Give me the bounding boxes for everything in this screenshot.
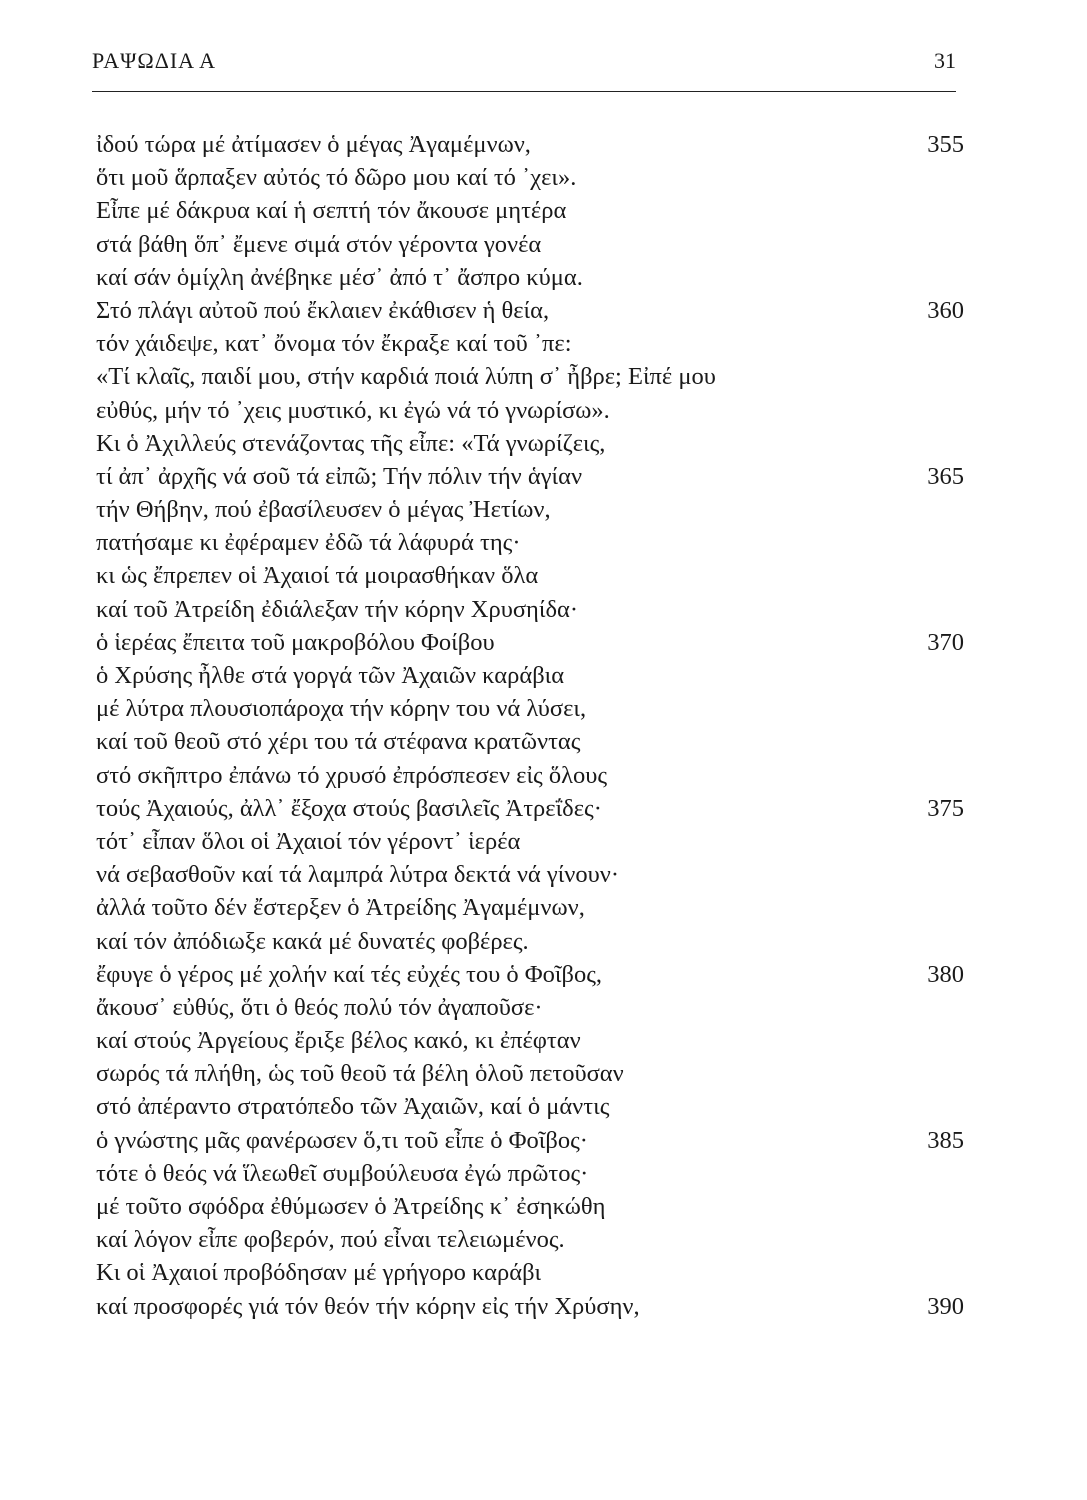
- verse-text: καί τόν ἀπόδιωξε κακά μέ δυνατές φοβέρες.: [96, 927, 529, 955]
- verse-line: [96, 1057, 964, 1090]
- verse-line: [96, 327, 964, 360]
- verse-line: [96, 593, 964, 626]
- verse-number: 360: [927, 296, 964, 324]
- verse-line: [96, 858, 964, 891]
- verse-line: [96, 128, 964, 161]
- verse-text: ἔφυγε ὁ γέρος μέ χολήν καί τές εὐχές του ὁ Φοῖβος,: [96, 960, 603, 988]
- verse-line: [96, 294, 964, 327]
- verse-text: Στό πλάγι αὐτοῦ πού ἔκλαιεν ἐκάθισεν ἡ θεία,: [96, 296, 550, 324]
- verse-number: 380: [927, 960, 964, 988]
- verse-number: 390: [927, 1292, 964, 1320]
- verse-text: μέ λύτρα πλουσιοπάροχα τήν κόρην του νά λύσει,: [96, 695, 587, 723]
- verse-text: κι ὡς ἔπρεπεν οἱ Ἀχαιοί τά μοιρασθήκαν ὅλα: [96, 562, 539, 590]
- verse-text: Εἶπε μέ δάκρυα καί ἡ σεπτή τόν ἄκουσε μητέρα: [96, 197, 567, 225]
- verse-text: ὁ Χρύσης ἦλθε στά γοργά τῶν Ἀχαιῶν καράβια: [96, 662, 565, 689]
- verse-text: πατήσαμε κι ἐφέραμεν ἐδῶ τά λάφυρά της·: [96, 529, 521, 557]
- verse-text: νά σεβασθοῦν καί τά λαμπρά λύτρα δεκτά νά γίνουν·: [96, 861, 619, 889]
- header-rule: [92, 91, 956, 92]
- verse-line: [96, 725, 964, 758]
- chapter-title: ΡΑΨΩΔΙΑ Α: [92, 48, 217, 73]
- verse-text: καί σάν ὁμίχλη ἀνέβηκε μέσ᾽ ἀπό τ᾽ ἄσπρο κύμα.: [96, 263, 583, 291]
- verse-text: καί προσφορές γιά τόν θεόν τήν κόρην εἰς τήν Χρύσην,: [96, 1292, 640, 1320]
- verse-line: [96, 261, 964, 294]
- verse-line: [96, 925, 964, 958]
- verse-line: [96, 1157, 964, 1190]
- verse-text: «Τί κλαῖς, παιδί μου, στήν καρδιά ποιά λύπη σ᾽ ἦβρε; Εἰπέ μου: [96, 363, 716, 391]
- verse-line: [96, 958, 964, 991]
- verse-line: [96, 1024, 964, 1057]
- verse-line: [96, 659, 964, 692]
- verse-line: [96, 1256, 964, 1289]
- verse-text: ἄκουσ᾽ εὐθύς, ὅτι ὁ θεός πολύ τόν ἀγαποῦσε·: [96, 993, 543, 1021]
- verse-text: σωρός τά πλήθη, ὡς τοῦ θεοῦ τά βέλη ὁλοῦ πετοῦσαν: [96, 1060, 624, 1088]
- verse-number: 375: [927, 794, 964, 822]
- verse-number: 370: [927, 628, 964, 656]
- verse-text: καί λόγον εἶπε φοβερόν, πού εἶναι τελειωμένος.: [96, 1226, 565, 1254]
- verse-line: [96, 194, 964, 227]
- verse-text: τόν χάιδεψε, κατ᾽ ὄνομα τόν ἔκραξε καί τοῦ ᾽πε:: [96, 330, 572, 358]
- verse-line: [96, 460, 964, 493]
- verse-text: καί τοῦ Ἀτρείδη ἐδιάλεξαν τήν κόρην Χρυσηίδα·: [96, 595, 578, 623]
- verse-line: [96, 825, 964, 858]
- verse-number: 355: [927, 131, 964, 158]
- verse-line: [96, 692, 964, 725]
- verse-line: [96, 526, 964, 559]
- page-number: 31: [934, 48, 956, 73]
- verse-text: καί τοῦ θεοῦ στό χέρι του τά στέφανα κρατῶντας: [96, 728, 581, 756]
- verse-text: τότ᾽ εἶπαν ὅλοι οἱ Ἀχαιοί τόν γέροντ᾽ ἱερέα: [96, 827, 521, 855]
- verse-line: [96, 991, 964, 1024]
- verse-text: ἀλλά τοῦτο δέν ἔστερξεν ὁ Ἀτρείδης Ἀγαμέμνων,: [96, 894, 585, 922]
- verse-text: ὁ γνώστης μᾶς φανέρωσεν ὅ,τι τοῦ εἶπε ὁ Φοῖβος·: [96, 1126, 588, 1154]
- verse-text: καί στούς Ἀργείους ἔριξε βέλος κακό, κι ἐπέφταν: [96, 1027, 581, 1055]
- verse-line: [96, 626, 964, 659]
- verse-text: ἰδού τώρα μέ ἀτίμασεν ὁ μέγας Ἀγαμέμνων,: [96, 131, 531, 158]
- verse-line: [96, 1124, 964, 1157]
- verse-line: [96, 228, 964, 261]
- verse-text: στά βάθη ὅπ᾽ ἔμενε σιμά στόν γέροντα γονέα: [96, 230, 542, 258]
- verse-text: ὅτι μοῦ ἅρπαξεν αὐτός τό δῶρο μου καί τό ᾽χει».: [96, 164, 577, 192]
- verse-text: τί ἀπ᾽ ἀρχῆς νά σοῦ τά εἰπῶ; Τήν πόλιν τήν ἁγίαν: [96, 462, 583, 490]
- verse-line: [96, 891, 964, 924]
- verse-line: [96, 360, 964, 393]
- page-header: [92, 48, 956, 92]
- verse-line: [96, 759, 964, 792]
- verse-line: [96, 1290, 964, 1323]
- verse-line: [96, 493, 964, 526]
- verse-line: [96, 792, 964, 825]
- verse-text: στό σκῆπτρο ἐπάνω τό χρυσό ἐπρόσπεσεν εἰς ὅλους: [96, 761, 608, 789]
- verse-text: τότε ὁ θεός νά ἵλεωθεῖ συμβούλευσα ἐγώ πρῶτος·: [96, 1159, 589, 1187]
- verse-line: [96, 1223, 964, 1256]
- verse-text: στό ἀπέραντο στρατόπεδο τῶν Ἀχαιῶν, καί ὁ μάντις: [96, 1093, 610, 1121]
- verse-list: [96, 128, 964, 1323]
- verse-line: [96, 427, 964, 460]
- verse-text: τήν Θήβην, πού ἐβασίλευσεν ὁ μέγας Ἠετίων,: [96, 496, 551, 524]
- verse-text: Κι οἱ Ἀχαιοί προβόδησαν μέ γρήγορο καράβι: [96, 1259, 542, 1287]
- verse-text: Κι ὁ Ἀχιλλεύς στενάζοντας τῆς εἶπε: «Τά γνωρίζεις,: [96, 429, 606, 457]
- verse-text: εὐθύς, μήν τό ᾽χεις μυστικό, κι ἐγώ νά τό γνωρίσω».: [96, 396, 610, 424]
- verse-line: [96, 1190, 964, 1223]
- verse-line: [96, 559, 964, 592]
- verse-number: 365: [927, 462, 964, 490]
- verse-text: τούς Ἀχαιούς, ἀλλ᾽ ἔξοχα στούς βασιλεῖς Ἀτρεΐδες·: [96, 794, 602, 822]
- verse-text: μέ τοῦτο σφόδρα ἐθύμωσεν ὁ Ἀτρείδης κ᾽ ἐσηκώθη: [96, 1193, 606, 1220]
- verse-line: [96, 1090, 964, 1123]
- verse-text: ὁ ἱερέας ἔπειτα τοῦ μακροβόλου Φοίβου: [96, 628, 495, 656]
- verse-line: [96, 394, 964, 427]
- verse-line: [96, 161, 964, 194]
- verse-number: 385: [927, 1126, 964, 1154]
